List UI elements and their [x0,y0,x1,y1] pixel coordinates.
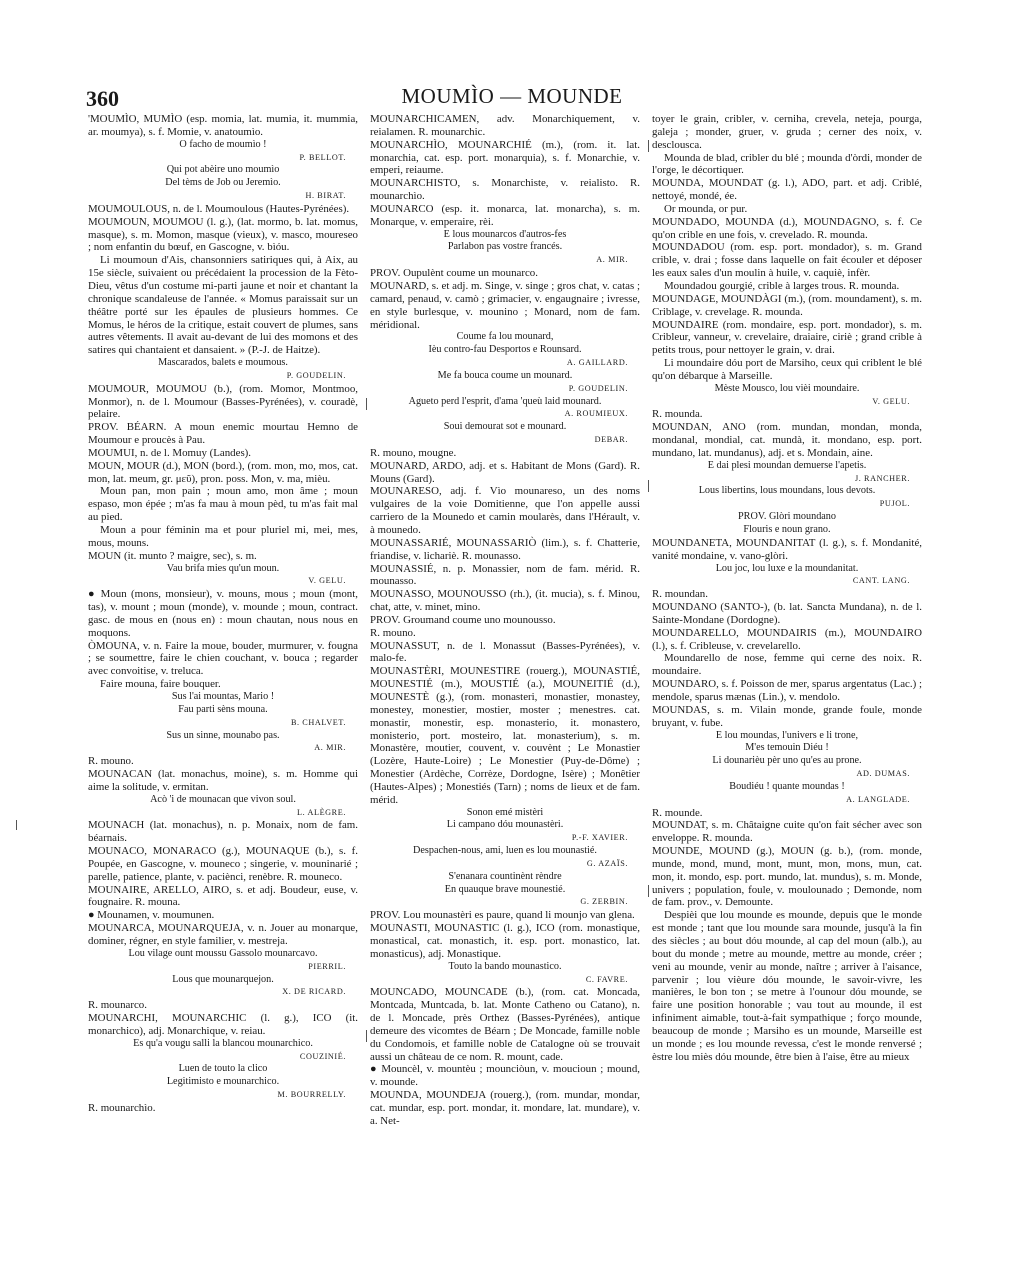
quotation-line: Parlabon pas vostre francés. [447,241,563,253]
quotation-author: C. FAVRE. [585,974,628,984]
page-number: 360 [86,86,119,111]
quotation-line: PROV. Glòri moundano [737,511,836,523]
usage-paragraph: Moun a pour féminin ma et pour pluriel mi, mei, mes, mous, mouns. [88,524,358,549]
quotation-author: L. ALÈGRE. [297,807,346,817]
quotation-author: PIERRIL. [308,961,346,971]
dictionary-entry: MOUNARCO (esp. it. monarca, lat. monarcha), s. m. Monarque, v. emperaire, rèi. [370,202,640,228]
quotation-line: Li dounarièu pèr uno qu'es au prone. [712,755,862,767]
margin-mark [648,140,649,152]
quotation-line: E dai plesi moundan demuerse l'apetis. [707,459,867,471]
quotation-line: Del tèms de Job ou Jeremìo. [165,177,281,189]
dictionary-entry: MOUNDADOU (rom. esp. port. mondador), s. m. Grand crible, v. drai ; fosse dans laquelle on fait écouler et déposer les eaux sales d'un moulin à huile, v. caquiè, infèr. [652,241,922,280]
quotation-line: Boudiéu ! quante moundas ! [729,780,845,792]
quotation-author: G. ZERBIN. [580,897,628,907]
quotation-line: Qui pot abèire uno moumìo [166,164,280,176]
dictionary-entry: MOUNASSARIÉ, MOUNASSARIÒ (lim.), s. f. Chatterie, friandise, v. lichariè. R. mounasso. [370,536,640,562]
column-left [88,113,358,1115]
quotation-line: Lous que mounarquejon. [172,973,274,985]
dictionary-entry: MOUNARESO, adj. f. Vìo mounareso, un des noms vulgaires de la voie Domitienne, que l'on appelle aussi carriero de la Mounedo et camin moularès, dans l'Hérault, v. à mounedo. [370,485,640,536]
dictionary-entry: R. mouno. [88,755,134,768]
quotation-line: M'es temouin Diéu ! [745,742,829,754]
quotation-line: Vau brifa mies qu'un moun. [166,562,280,574]
dictionary-entry: 'MOUMÌO, MUMÌO (esp. momia, lat. mumia, it. mummia, ar. moumya), s. f. Momie, v. anatoumìo. [88,113,358,138]
dictionary-entry: R. mouno. [370,626,416,639]
dictionary-entry: MOUMOUN, MOUMOU (l. g.), (lat. mormo, b. lat. momus, masque), s. m. Momon, masque (vieux), v. masco, moureseo ; nom enfantin du bœuf, en Gascogne, v. bìóu. [88,215,358,254]
dictionary-entry: MOUMUI, n. de l. Momuy (Landes). [88,446,252,459]
dictionary-entry: MOUNDAGE, MOUNDÀGI (m.), (rom. moundament), s. m. Criblage, v. crevelage. R. mounda. [652,292,922,318]
quotation-author: A. MIR. [314,743,346,753]
dictionary-entry: MOUNARD, s. et adj. m. Singe, v. singe ; gros chat, v. catas ; camard, penaud, v. camò ; grimacier, v. engaugnaire ; ivresse, en style burlesque, v. mounino ; Monard, nom de fam. méridional. [370,279,640,331]
quotation-author: DEBAR. [594,435,628,445]
usage-paragraph: Despièi que lou mounde es mounde, depuis que le monde est monde ; tant que lou mounde sara mounde, jusqu'à la fin des siècles ; au bout dóu mounde, al cap del moun (alb.), au bout du monde ; metre au mounde, mettre au monde, créer ; veni au mounde, venir au monde, naître ; arriver à l'aisance, parvenir ; lou vièure dóu mounde, le savoir-vivre, les manières, le bon ton ; se metre à l'ounour dóu mounde, se faire une position honorable ; vau tout au mounde, il est infiniment aimable, tout-à-fait sympathique ; forço mounde, beaucoup de monde ; Marsiho es un mounde, Marseille est un monde ; es lou mounde revessa, c'est le monde renversé ; èstre lou miès dóu mounde, être bien à l'aise, être au mieux [652,909,922,1063]
dictionary-entry: MOUNASSUT, n. de l. Monassut (Basses-Pyrénées), v. malo-fe. [370,639,640,665]
quotation-line: Lou joc, lou luxe e la moundanitat. [715,562,859,574]
dictionary-entry: MOUNDAT, s. m. Châtaigne cuite qu'on fait sécher avec son enveloppe. R. mounda. [652,819,922,845]
dictionary-entry: ● Mouncèl, v. mountèu ; mounciòun, v. moucioun ; mound, v. mounde. [370,1063,640,1089]
quotation-line: Fau parti sèns mouna. [178,703,268,715]
usage-paragraph: Moun pan, mon pain ; moun amo, mon âme ; moun espaso, mon épée ; m'as fa mau à moun pèd, tu m'as fait mal au pied. [88,485,358,524]
dictionary-entry: MOUMOUR, MOUMOU (b.), (rom. Momor, Montmoo, Monmor), n. de l. Moumour (Basses-Pyrénées), v. couradè, pelaire. [88,382,358,421]
quotation-line: Lous libertins, lous moundans, lous devots. [698,485,876,497]
quotation-line: Sonon emé mistèri [466,806,544,818]
dictionary-entry: R. mounde. [652,806,703,819]
quotation-line: Touto la bando mounastico. [448,960,562,972]
margin-mark [648,480,649,492]
quotation-line: Acò 'i de mounacan que vivon soul. [150,793,296,805]
dictionary-entry: MOUNARCHI, MOUNARCHIC (l. g.), ICO (it. monarchico), adj. Monarchique, v. reiau. [88,1012,358,1037]
quotation-line: E lou moundas, l'univers e li trone, [715,729,859,741]
dictionary-entry: MOUNDADO, MOUNDA (d.), MOUNDAGNO, s. f. Ce qu'on crible en une fois, v. crevelado. R. mounda. [652,215,922,241]
margin-mark [366,1030,367,1042]
quotation-line: Ièu contro-fau Desportos e Rounsard. [428,344,582,356]
running-head: MOUMÌO — MOUNDE [401,84,623,108]
dictionary-entry: MOUNAIRE, ARELLO, AIRO, s. et adj. Boudeur, euse, v. fougnaire. R. mouna. [88,883,358,909]
usage-paragraph: Or mounda, or pur. [664,202,748,215]
dictionary-entry: MOUNDANETA, MOUNDANITAT (l. g.), s. f. Mondanité, vanité mondaine, v. vano-glòri. [652,536,922,562]
dictionary-entry: toyer le grain, cribler, v. cerniha, crevela, neteja, pourga, galeja ; monder, gruer, v. gruda ; cerner des noix, v. desclousca. [652,113,922,151]
margin-mark [648,885,649,897]
dictionary-entry: R. mounarco. [88,999,147,1012]
dictionary-entry: MOUNARCHÌO, MOUNARCHIÉ (m.), (rom. it. lat. monarchia, cat. esp. port. monarquia), s. f. Monarchie, v. emperi, reiaume. [370,138,640,177]
dictionary-entry: MOUNASTI, MOUNASTIC (l. g.), ICO (rom. monastique, monastical, cat. monastich, it. esp. port. monastico, lat. monasticus), adj. Monastique. [370,922,640,960]
dictionary-entry: ● Mounamen, v. moumunen. [88,909,215,922]
quotation-line: Sus un sinne, mounabo pas. [166,729,280,741]
quotation-line: En quauque brave mounestié. [444,883,566,895]
dictionary-entry: MOUNACAN (lat. monachus, moine), s. m. Homme qui aime la solitude, v. ermitan. [88,768,358,793]
dictionary-entry: MOUNARCHICAMEN, adv. Monarchiquement, v. reialamen. R. mounarchic. [370,113,640,138]
quotation-author: A. MIR. [596,255,628,265]
quotation-author: J. RANCHER. [854,473,910,483]
usage-paragraph: Li moundaire dóu port de Marsiho, ceux qui criblent le blé qu'on débarque à Marseille. [652,357,922,382]
dictionary-entry: MOUNDAS, s. m. Vilain monde, grande foule, monde bruyant, v. fube. [652,703,922,729]
dictionary-entry: R. mouno, mougne. [370,446,457,459]
usage-paragraph: Mounda de blad, cribler du blé ; mounda d'òrdi, monder de l'orge, le décortiquer. [652,151,922,177]
quotation-author: P. BELLOT. [299,152,346,162]
margin-mark [366,398,367,410]
quotation-author: COUZINIÉ. [299,1051,346,1061]
dictionary-entry: MOUNARD, ARDO, adj. et s. Habitant de Mons (Gard). R. Mouns (Gard). [370,459,640,485]
dictionary-entry: PROV. BÉARN. A moun enemic mourtau Hemno de Moumour e proucès à Pau. [88,421,358,447]
quotation-line: Me fa bouca coume un mounard. [437,369,573,381]
dictionary-entry: R. moundan. [652,588,708,601]
quotation-line: Legitimisto e mounarchico. [166,1076,280,1088]
dictionary-entry: R. mounarchìo. [88,1101,156,1114]
column-right [652,113,922,1063]
quotation-author: G. AZAÏS. [586,858,628,868]
usage-paragraph: Faire mouna, faire bouquer. [100,678,221,691]
quotation-author: M. BOURRELLY. [277,1090,346,1100]
quotation-line: Li campano dóu mounastèri. [446,819,564,831]
quotation-author: AD. DUMAS. [856,769,910,779]
dictionary-entry: ● Moun (mons, monsieur), v. mouns, mous ; moun (mont, tas), v. mount ; moun (monde), v. mounde ; moun, contract. gasc. de mous en (nous en) : moun chautan, nous nous en moquons. [88,588,358,639]
dictionary-entry: MOUNDE, MOUND (g.), MOUN (g. b.), (rom. monde, munde, mond, mund, mont, munt, mon, mons, mun, cat. mon, it. mondo, esp. port. mundo, lat. mundus), s. m. Monde, univers ; population, foule, v. moulounado ; Demonde, nom de fam. prov., v. Demounte. [652,845,922,909]
quotation-line: Despachen-nous, ami, luen es lou mounastié. [413,845,597,857]
dictionary-entry: PROV. Groumand coume uno mounousso. [370,613,556,626]
dictionary-entry: PROV. Oupulènt coume un mounarco. [370,267,538,280]
dictionary-entry: MOUNACH (lat. monachus), n. p. Monaix, nom de fam. béarnais. [88,819,358,845]
quotation-author: A. ROUMIEUX. [564,409,628,419]
usage-paragraph: Moundadou gourgié, crible à larges trous. R. mounda. [664,279,900,292]
dictionary-entry: MOUNARCHISTO, s. Monarchiste, v. reialisto. R. mounarchìo. [370,177,640,203]
dictionary-entry: MOUNARCA, MOUNARQUEJA, v. n. Jouer au monarque, dominer, régner, en style familier, v. mestreja. [88,922,358,947]
quotation-author: PUJOL. [879,499,910,509]
quotation-line: Coume fa lou mounard, [456,331,554,343]
quotation-line: Soui demourat sot e mounard. [443,421,567,433]
dictionary-entry: PROV. Lou mounastèri es paure, quand li mounjo van glena. [370,909,635,922]
dictionary-entry: MOUNDA, MOUNDEJA (rouerg.), (rom. mundar, mondar, cat. mundar, esp. port. mondar, it. mondare, lat. mundare), v. a. Net- [370,1089,640,1127]
quotation-line: Es qu'a vougu salli la blancou mounarchico. [133,1037,313,1049]
dictionary-entry: MOUNDANO (SANTO-), (b. lat. Sancta Mundana), n. de l. Sainte-Mondane (Dordogne). [652,601,922,626]
dictionary-entry: MOUNDA, MOUNDAT (g. l.), ADO, part. et adj. Criblé, nettoyé, mondé, ée. [652,177,922,203]
quotation-author: P. GOUDELIN. [568,383,628,393]
quotation-line: Mascarados, balets e moumous. [158,357,288,369]
quotation-author: P.-F. XAVIER. [571,833,628,843]
margin-mark [16,820,17,830]
quotation-line: S'enanara countinènt rèndre [448,870,562,882]
dictionary-entry: R. mounda. [652,408,703,421]
quotation-author: H. BIRAT. [305,191,346,201]
dictionary-entry: MOUNACO, MONARACO (g.), MOUNAQUE (b.), s. f. Poupée, en Gascogne, v. mouneco ; singerie, v. mouninarié ; parelle, patience, plante, v. paciènci, renèbre. R. mouneco. [88,845,358,883]
quotation-author: A. GAILLARD. [566,358,628,368]
dictionary-entry: MOUN, MOUR (d.), MON (bord.), (rom. mon, mo, mos, cat. mon, lat. meum, gr. μεῦ), pron. poss. Mon, v. ma, mièu. [88,459,358,485]
usage-paragraph: Moundarello de nose, femme qui cerne des noix. R. moundaire. [652,652,922,678]
column-middle [370,113,640,1128]
quotation-author: B. CHALVET. [290,717,346,727]
dictionary-entry: MOUN (it. munto ? maigre, sec), s. m. [88,549,257,562]
dictionary-entry: ÒMOUNA, v. n. Faire la moue, bouder, murmurer, v. fougna ; se soumettre, faire le chien couchant, v. bouca ; regarder avec convoitise, v. treluca. [88,639,358,678]
dictionary-entry: MOUNASSO, MOUNOUSSO (rh.), (it. mucia), s. f. Minou, chat, atte, v. minet, mino. [370,588,640,614]
dictionary-entry: MOUMOULOUS, n. de l. Moumoulous (Hautes-Pyrénées). [88,202,350,215]
quotation-line: Lou vilage ount moussu Gassolo mounarcavo. [128,947,318,959]
quotation-line: Luen de touto la clico [178,1063,268,1075]
quotation-line: Mèste Mousco, lou vièi moundaire. [714,382,860,394]
quotation-line: O facho de moumìo ! [179,138,267,150]
usage-paragraph: Li moumoun d'Ais, chansonniers satiriques qui, à Aix, au 15e siècle, suivaient ou précédaient la procession de la Fèto-Dieu, vêtus d'un costume mi-parti jaune et noir et chantant la chronique scandaleuse de l'année. « Momus paraissait sur un théâtre porté sur les épaules de plusieurs hommes. Ce Momus, le héros de la critique, estait couvert de plumes, sans autres vêtements. Il avait au-devant de lui des momons et des satires qui chantaient et dansaient. » (P.-J. de Haitze). [88,254,358,357]
quotation-author: CANT. LANG. [852,576,910,586]
quotation-author: V. GELU. [872,396,910,406]
quotation-line: Agueto perd l'esprit, d'ama 'queù laid mounard. [408,395,602,407]
quotation-author: P. GOUDELIN. [286,370,346,380]
dictionary-entry: MOUNASSIÉ, n. p. Monassier, nom de fam. mérid. R. mounasso. [370,562,640,588]
dictionary-entry: MOUNCADO, MOUNCADE (b.), (rom. cat. Moncada, Montcada, Muntcada, b. lat. Monte Catheno ou Catano), n. de l. Moncade, près Orthez (Basses-Pyrénées), antique demeure des vicomtes de Béarn ; De Moncade, famille noble du Condomois, et famille noble de Catalogne où se trouvait aussi un château de ce nom. R. mount, cade. [370,986,640,1063]
quotation-author: V. GELU. [308,576,346,586]
quotation-line: Flouris e noun grano. [743,524,831,535]
dictionary-entry: MOUNDAIRE (rom. mondaire, esp. port. mondador), s. m. Cribleur, vanneur, v. crevelaire, draiaire, ciriè ; grand crible à petits trous, pour nettoyer le grain, v. drai. [652,318,922,357]
dictionary-entry: MOUNDAN, ANO (rom. mundan, mondan, monda, mondanal, mondial, cat. mundà, it. mondano, esp. port. mundano, lat. mundanus), adj. et s. Mondain, aine. [652,421,922,459]
quotation-line: E lous mounarcos d'autros-fes [443,228,567,240]
dictionary-entry: MOUNDARELLO, MOUNDAIRIS (m.), MOUNDAIRO (l.), s. f. Cribleuse, v. crevelarello. [652,626,922,652]
dictionary-entry: MOUNDARO, s. f. Poisson de mer, sparus argentatus (Lac.) ; mendole, sparus mænas (Lin.), v. mendolo. [652,678,922,703]
quotation-line: Sus l'ai mountas, Mario ! [171,690,275,702]
quotation-author: X. DE RICARD. [282,987,346,997]
quotation-author: A. LANGLADE. [846,794,910,804]
dictionary-entry: MOUNASTÈRI, MOUNESTIRE (rouerg.), MOUNASTIÉ, MOUNESTIÉ (m.), MOUSTIÉ (a.), MOUNEITIÉ (d.), MOUNESTÈ (g.), (rom. monasteri, monastier, monastey, monestey, monestier, mostier, moster ; menestres. cat. monastir, monestir, esp. monasterio, it. monastero, monisterio, port. mosteiro, lat. monasterium), s. m. Monastère, moutier, couvent, v. couvènt ; Le Monastier (Lozère, Haute-Loire) ; Le Monestier (Puy-de-Dôme) ; Monestier (Ardèche, Corrèze, Dordogne, Isère) ; Monêtier (Hautes-Alpes) ; Monestiés (Tarn) ; noms de lieux et de fam. mérid. [370,665,640,806]
